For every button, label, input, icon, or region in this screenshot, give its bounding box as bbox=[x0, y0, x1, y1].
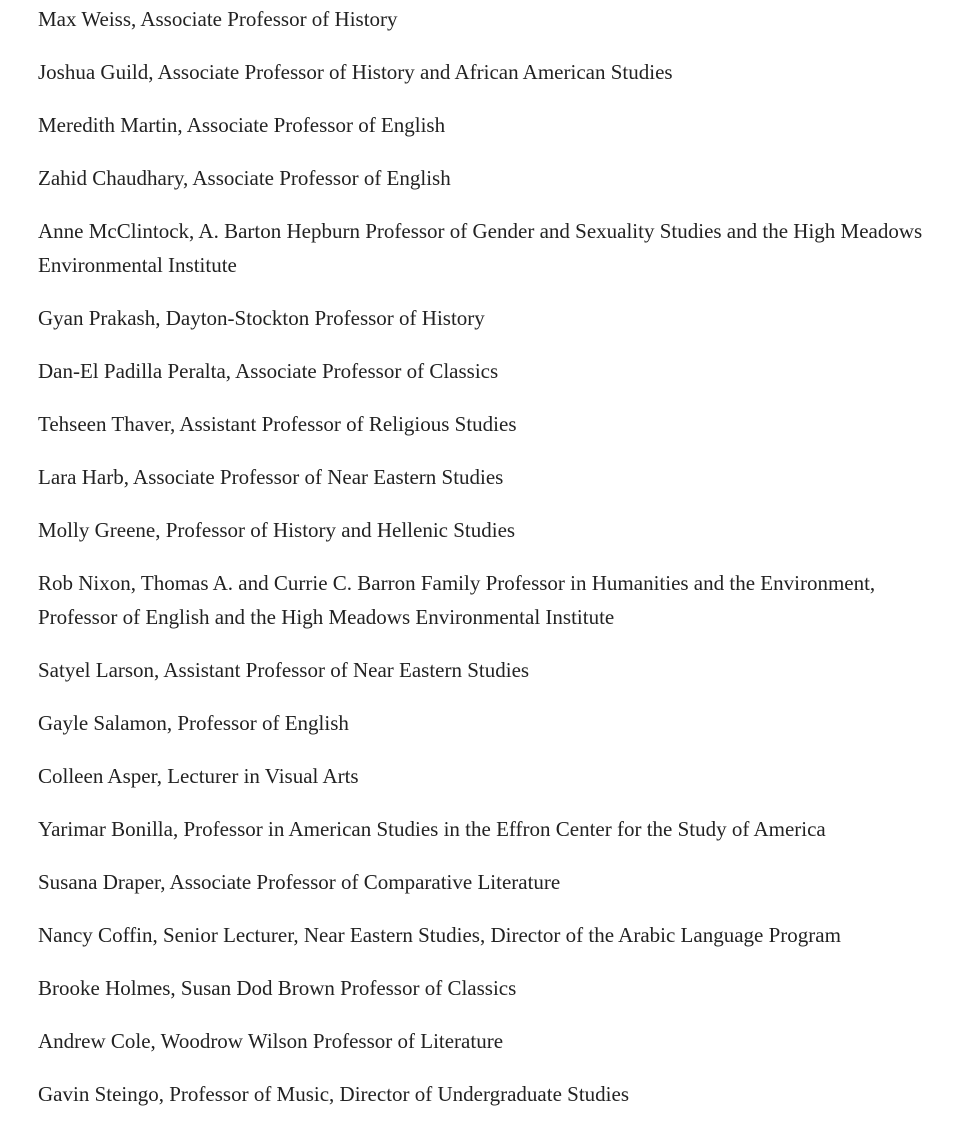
faculty-entry: Andrew Cole, Woodrow Wilson Professor of Literature bbox=[38, 1029, 504, 1053]
faculty-entry: Zahid Chaudhary, Associate Professor of English bbox=[38, 166, 451, 190]
faculty-entry: Gavin Steingo, Professor of Music, Director of Undergraduate Studies bbox=[38, 1082, 629, 1106]
faculty-entry: Dan-El Padilla Peralta, Associate Professor of Classics bbox=[38, 359, 499, 383]
faculty-entry: Tehseen Thaver, Assistant Professor of Religious Studies bbox=[38, 412, 517, 436]
faculty-entry: Molly Greene, Professor of History and Hellenic Studies bbox=[38, 518, 516, 542]
faculty-entry: Rob Nixon, Thomas A. and Currie C. Barron Family Professor in Humanities and the Environment, Professor of English and the High Meadows Environmental Institute bbox=[38, 571, 876, 629]
faculty-entry: Satyel Larson, Assistant Professor of Near Eastern Studies bbox=[38, 658, 530, 682]
faculty-entry: Gyan Prakash, Dayton-Stockton Professor of History bbox=[38, 306, 485, 330]
faculty-entry: Max Weiss, Associate Professor of History bbox=[38, 7, 398, 31]
faculty-entry: Colleen Asper, Lecturer in Visual Arts bbox=[38, 764, 359, 788]
faculty-entry: Brooke Holmes, Susan Dod Brown Professor of Classics bbox=[38, 976, 517, 1000]
faculty-entry: Joshua Guild, Associate Professor of History and African American Studies bbox=[38, 60, 673, 84]
faculty-entry: Nancy Coffin, Senior Lecturer, Near Eastern Studies, Director of the Arabic Language Program bbox=[38, 923, 841, 947]
faculty-entry: Susana Draper, Associate Professor of Comparative Literature bbox=[38, 870, 561, 894]
faculty-entry: Gayle Salamon, Professor of English bbox=[38, 711, 349, 735]
faculty-entry: Meredith Martin, Associate Professor of English bbox=[38, 113, 446, 137]
faculty-entry: Anne McClintock, A. Barton Hepburn Professor of Gender and Sexuality Studies and the High Meadows Environmental Institute bbox=[38, 219, 923, 277]
faculty-entry: Yarimar Bonilla, Professor in American Studies in the Effron Center for the Study of America bbox=[38, 817, 826, 841]
faculty-list bbox=[38, 2, 958, 1130]
faculty-entry: Lara Harb, Associate Professor of Near Eastern Studies bbox=[38, 465, 504, 489]
